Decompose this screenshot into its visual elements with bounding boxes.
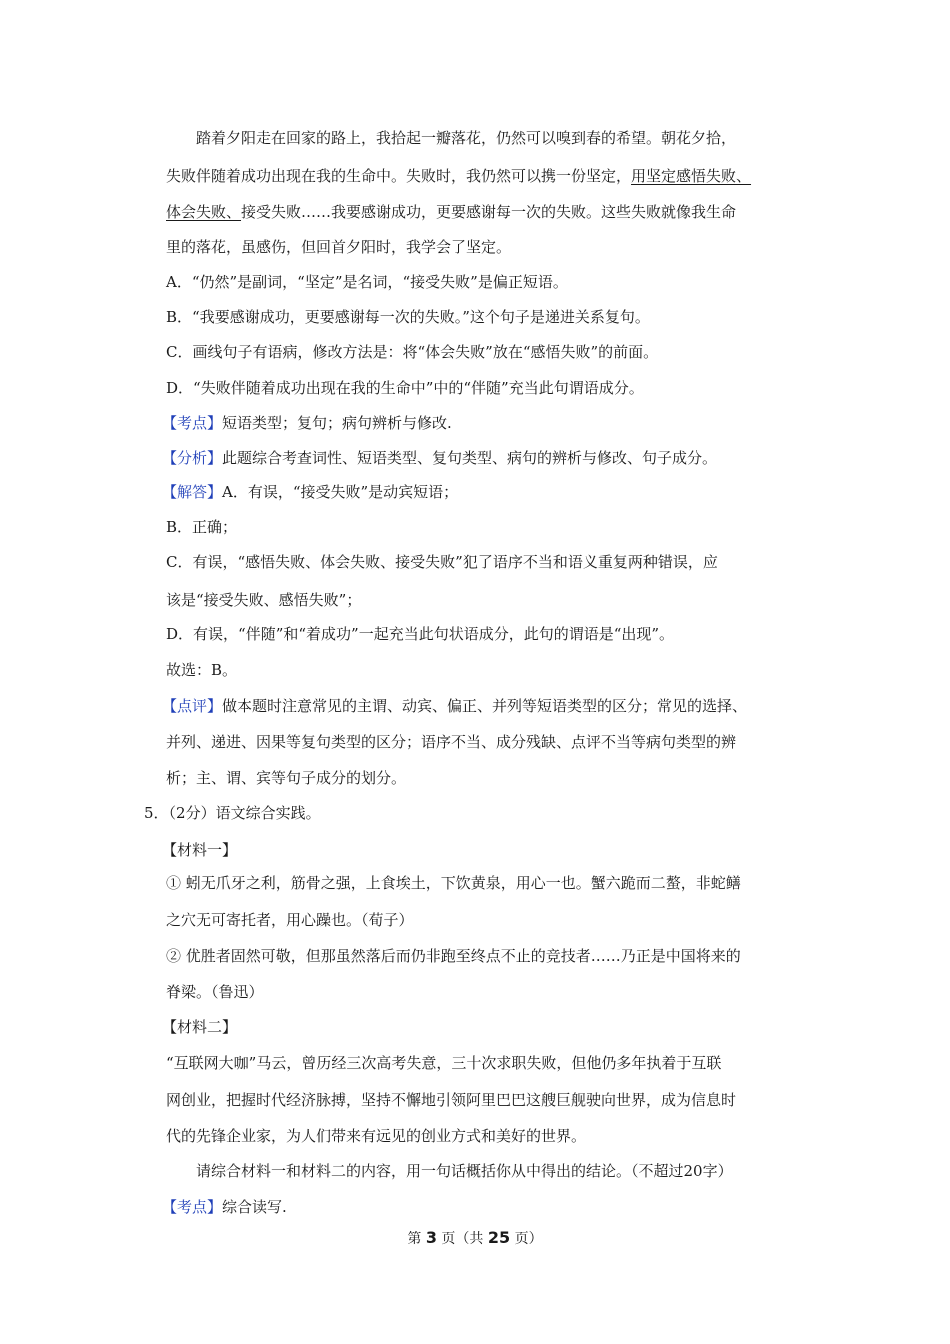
q4-kaodian xyxy=(162,413,452,433)
kaodian-tag: 【考点】 xyxy=(162,414,223,432)
kaodian-text: 综合读写. xyxy=(222,1198,287,1216)
passage-line-3 xyxy=(166,202,736,222)
material-2-line-2: 网创业，把握时代经济脉搏，坚持不懈地引领阿里巴巴这艘巨舰驶向世界，成为信息时 xyxy=(166,1091,737,1109)
page-footer xyxy=(0,1228,950,1249)
material-1-item-1-line-1: ① 蚓无爪牙之利，筋骨之强，上食埃土，下饮黄泉，用心一也。蟹六跪而二螯，非蛇鳝 xyxy=(166,874,741,892)
option-a: A．“仍然”是副词，“坚定”是名词，“接受失败”是偏正短语。 xyxy=(166,273,568,291)
q5-kaodian xyxy=(162,1197,287,1217)
answer-line: 故选：B。 xyxy=(166,661,238,679)
material-1-item-2-line-1: ② 优胜者固然可敬，但那虽然落后而仍非跑至终点不止的竞技者……乃正是中国将来的 xyxy=(166,947,741,965)
q4-fenxi xyxy=(162,448,717,468)
dianping-tag: 【点评】 xyxy=(162,697,223,715)
option-b: B．“我要感谢成功，更要感谢每一次的失败。”这个句子是递进关系复句。 xyxy=(166,308,650,326)
total-page-number: 25 xyxy=(487,1228,511,1247)
underlined-sentence: 用坚定感悟失败、 xyxy=(631,167,752,185)
passage-line-4: 里的落花，虽感伤，但回首夕阳时，我学会了坚定。 xyxy=(166,238,512,256)
material-2-title: 【材料二】 xyxy=(162,1018,238,1036)
passage-text: 失败伴随着成功出现在我的生命中。失败时，我仍然可以携一份坚定， xyxy=(166,167,632,185)
dianping-text: 做本题时注意常见的主谓、动宾、偏正、并列等短语类型的区分；常见的选择、 xyxy=(222,697,748,715)
dianping-line-2: 并列、递进、因果等复句类型的区分；语序不当、成分残缺、点评不当等病句类型的辨 xyxy=(166,733,737,751)
fenxi-tag: 【分析】 xyxy=(162,449,223,467)
jieda-c-line-1: C．有误，“感悟失败、体会失败、接受失败”犯了语序不当和语义重复两种错误，应 xyxy=(166,553,718,571)
material-1-title: 【材料一】 xyxy=(162,841,238,859)
material-1-item-1-line-2: 之穴无可寄托者，用心躁也。（荀子） xyxy=(166,911,414,929)
jieda-c-line-2: 该是“接受失败、感悟失败”； xyxy=(166,591,362,609)
kaodian-tag: 【考点】 xyxy=(162,1198,223,1216)
jieda-d: D．有误，“伴随”和“着成功”一起充当此句状语成分，此句的谓语是“出现”。 xyxy=(166,625,675,643)
jieda-b: B．正确； xyxy=(166,518,238,536)
footer-middle: 页（共 xyxy=(436,1231,488,1247)
q4-dianping xyxy=(162,696,747,716)
passage-line-2 xyxy=(166,166,751,186)
kaodian-text: 短语类型；复句；病句辨析与修改. xyxy=(222,414,452,432)
material-1-item-2-line-2: 脊梁。（鲁迅） xyxy=(166,983,264,1001)
footer-prefix: 第 xyxy=(407,1231,426,1247)
fenxi-text: 此题综合考查词性、短语类型、复句类型、病句的辨析与修改、句子成分。 xyxy=(222,449,718,467)
material-2-line-3: 代的先锋企业家，为人们带来有远见的创业方式和美好的世界。 xyxy=(166,1127,587,1145)
footer-suffix: 页） xyxy=(510,1231,543,1247)
current-page-number: 3 xyxy=(425,1228,437,1247)
material-2-line-1: “互联网大咖”马云，曾历经三次高考失意，三十次求职失败，但他仍多年执着于互联 xyxy=(166,1054,722,1072)
dianping-line-3: 析；主、谓、宾等句子成分的划分。 xyxy=(166,769,407,787)
q4-jieda xyxy=(162,482,458,502)
question-5-prompt: 请综合材料一和材料二的内容，用一句话概括你从中得出的结论。（不超过20字） xyxy=(196,1162,733,1180)
question-5-header: 5．（2分）语文综合实践。 xyxy=(144,804,321,822)
passage-line-1: 踏着夕阳走在回家的路上，我拾起一瓣落花，仍然可以嗅到春的希望。朝花夕拾， xyxy=(196,129,737,147)
option-c: C．画线句子有语病，修改方法是：将“体会失败”放在“感悟失败”的前面。 xyxy=(166,343,659,361)
jieda-tag: 【解答】 xyxy=(162,483,223,501)
option-d: D．“失败伴随着成功出现在我的生命中”中的“伴随”充当此句谓语成分。 xyxy=(166,379,644,397)
passage-text: 接受失败……我要感谢成功，更要感谢每一次的失败。这些失败就像我生命 xyxy=(241,203,737,221)
jieda-text: A．有误，“接受失败”是动宾短语； xyxy=(222,483,459,501)
underlined-sentence: 体会失败、 xyxy=(166,203,242,221)
